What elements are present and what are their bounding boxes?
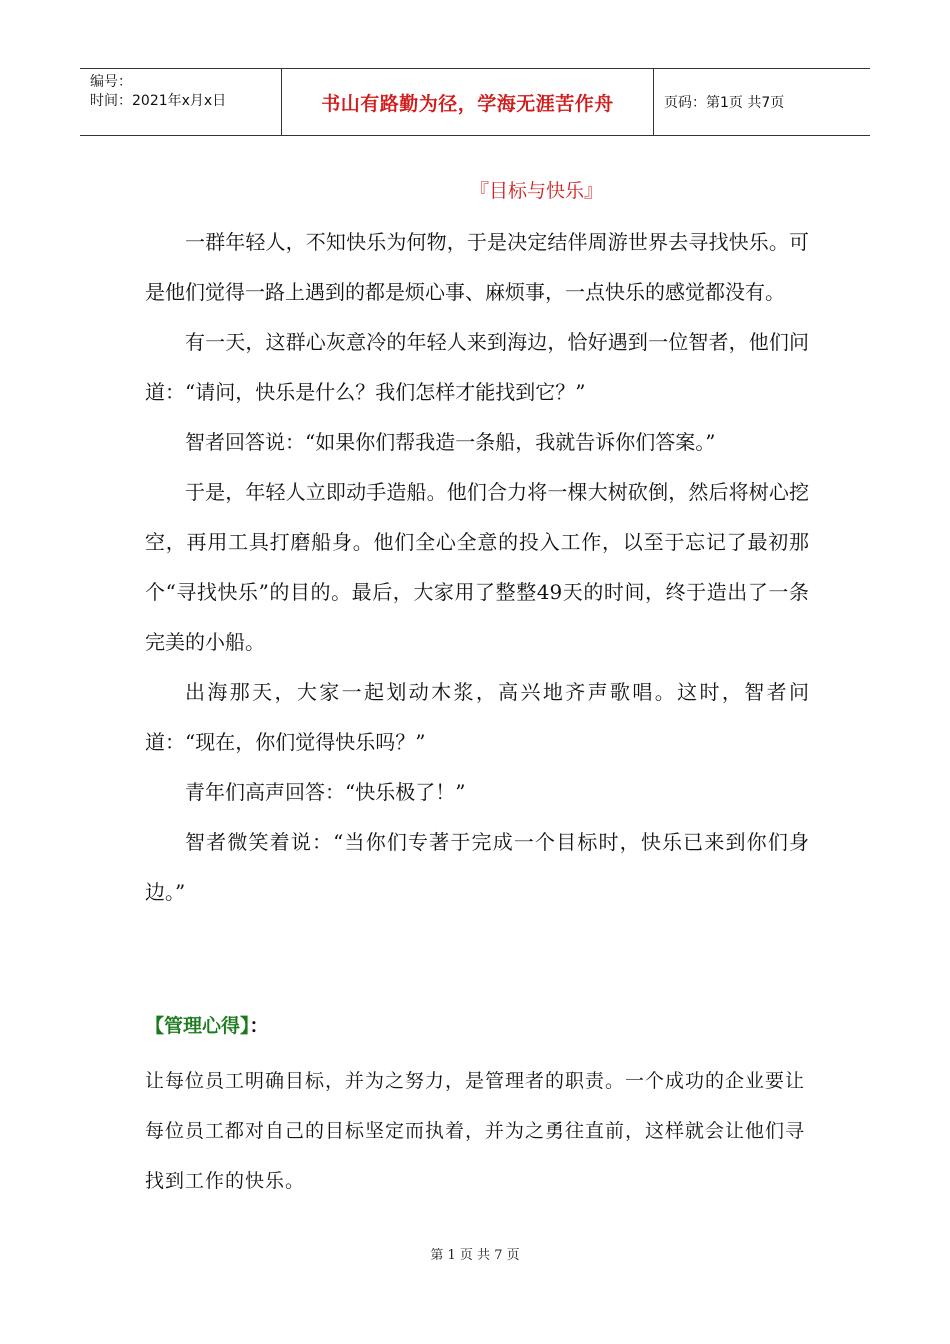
management-heading-colon: ： bbox=[249, 1015, 269, 1037]
paragraph: 智者回答说：“如果你们帮我造一条船，我就告诉你们答案。” bbox=[185, 430, 716, 454]
serial-number-label: 编号： bbox=[90, 74, 132, 90]
paragraph: 智者微笑着说：“当你们专著于完成一个目标时，快乐已来到你们身边。” bbox=[145, 830, 809, 904]
management-body bbox=[145, 1056, 809, 1206]
paragraph: 出海那天，大家一起划动木浆，高兴地齐声歌唱。这时，智者问道：“现在，你们觉得快乐吗？” bbox=[145, 680, 809, 754]
article-body bbox=[145, 217, 809, 917]
paragraph: 青年们高声回答：“快乐极了！” bbox=[185, 780, 466, 804]
page-footer: 第 1 页 共 7 页 bbox=[430, 1248, 520, 1263]
article-title: 『目标与快乐』 bbox=[470, 180, 604, 202]
paragraph: 于是，年轻人立即动手造船。他们合力将一棵大树砍倒，然后将树心挖空，再用工具打磨船身。他们全心全意的投入工作，以至于忘记了最初那个“寻找快乐”的目的。最后，大家用了整整49天的时间，终于造出了一条完美的小船。 bbox=[145, 480, 809, 654]
header-page-info: 页码：第1页 共7页 bbox=[664, 95, 785, 111]
header-motto: 书山有路勤为径，学海无涯苦作舟 bbox=[282, 69, 654, 135]
page-header bbox=[80, 68, 870, 136]
management-heading bbox=[145, 1011, 269, 1038]
paragraph: 有一天，这群心灰意冷的年轻人来到海边，恰好遇到一位智者，他们问道：“请问，快乐是什么？我们怎样才能找到它？” bbox=[145, 330, 809, 404]
header-meta bbox=[80, 69, 282, 135]
paragraph: 一群年轻人，不知快乐为何物，于是决定结伴周游世界去寻找快乐。可是他们觉得一路上遇到的都是烦心事、麻烦事，一点快乐的感觉都没有。 bbox=[145, 230, 809, 304]
date-label: 时间：2021年x月x日 bbox=[90, 93, 227, 109]
management-heading-text: 【管理心得】 bbox=[145, 1015, 250, 1037]
management-paragraph: 让每位员工明确目标，并为之努力，是管理者的职责。一个成功的企业要让每位员工都对自己的目标坚定而执着，并为之勇往直前，这样就会让他们寻找到工作的快乐。 bbox=[145, 1070, 806, 1192]
